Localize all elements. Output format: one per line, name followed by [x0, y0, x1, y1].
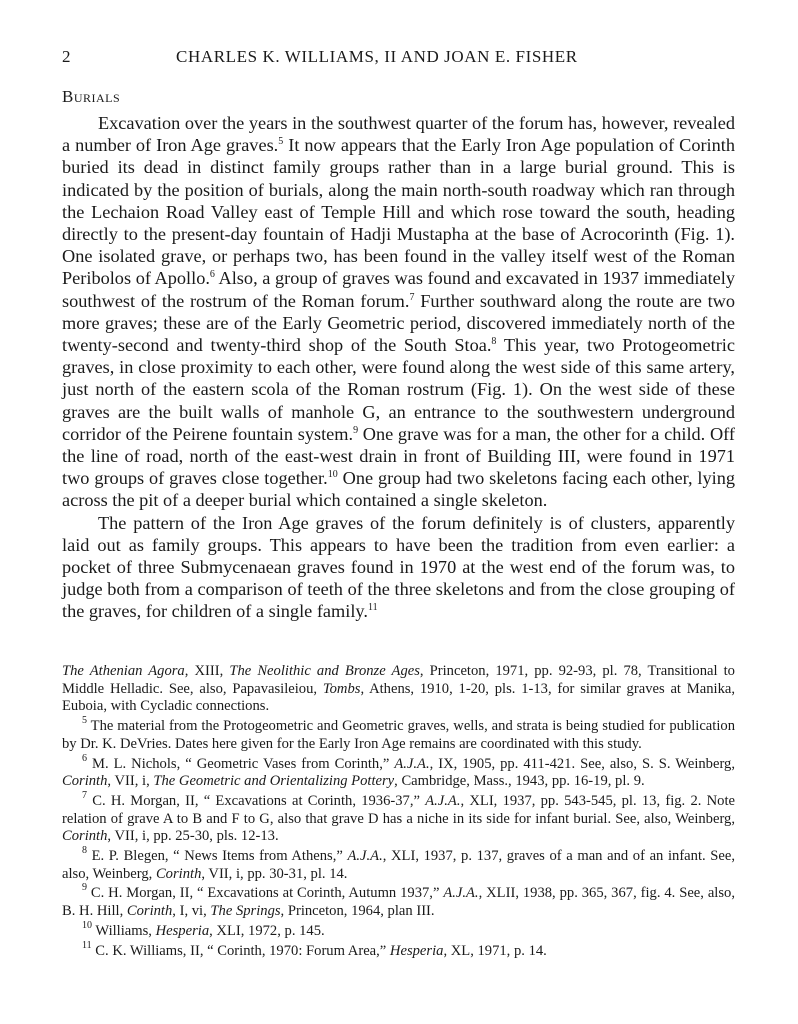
text-run: Also, a group of graves was found and excavated in 1937 immediately southwest of the rostrum of the Roman forum. [62, 268, 735, 311]
italic-title: A.J.A. [443, 885, 479, 902]
text-run: E. P. Blegen, “ News Items from Athens,” [87, 848, 348, 865]
footnote-number: 6 [82, 752, 87, 764]
footnote-9 [62, 882, 735, 920]
text-run: , Princeton, 1971, pp. 92-93, pl. 78, Transitional to Middle Helladic. See, also, Papavasileiou, [62, 663, 735, 697]
text-run: M. L. Nichols, “ Geometric Vases from Corinth,” [87, 755, 395, 772]
text-run: , XLI, 1937, p. 137, graves of a man and of an infant. See, also, Weinberg, [62, 848, 736, 882]
text-run: , XLI, 1972, p. 145. [209, 922, 325, 939]
text-run: C. K. Williams, II, “ Corinth, 1970: Forum Area,” [91, 942, 390, 959]
text-run: , XLII, 1938, pp. 365, 367, fig. 4. See, also, B. H. Hill, [62, 885, 735, 920]
italic-title: Corinth [62, 773, 108, 790]
page-number: 2 [62, 47, 72, 66]
body-text [62, 112, 735, 623]
footnote-ref: 6 [209, 269, 215, 281]
footnote-number: 5 [82, 715, 87, 727]
italic-title: A.J.A. [425, 792, 461, 809]
italic-title: The Geometric and Orientalizing Pottery [153, 773, 395, 790]
italic-title: Corinth [62, 828, 108, 845]
paragraph [62, 512, 735, 623]
text-run: , XL, 1971, p. 14. [443, 942, 547, 959]
text-run: , Athens, 1910, 1-20, pls. 1-13, for similar graves at Manika, Euboia, with Cycladic connections. [62, 680, 736, 715]
footnote-11 [62, 939, 735, 961]
text-run: , Cambridge, Mass., 1943, pp. 16-19, pl. 9. [394, 773, 645, 790]
italic-title: Corinth [126, 903, 173, 920]
footnote-ref: 5 [278, 136, 284, 148]
footnote-10 [62, 919, 735, 941]
italic-title: The Neolithic and Bronze Ages [229, 663, 420, 679]
text-run: Williams, [92, 922, 156, 939]
footnote-8 [62, 845, 736, 883]
footnote-number: 10 [82, 919, 92, 931]
italic-title: Hesperia [389, 942, 444, 959]
paragraph [62, 112, 735, 512]
text-run: , I, vi, [172, 903, 211, 920]
text-run: C. H. Morgan, II, “ Excavations at Corinth, Autumn 1937,” [87, 885, 444, 902]
italic-title: Tombs [322, 680, 361, 697]
footnote-5 [62, 715, 735, 753]
italic-title: A.J.A. [347, 848, 383, 865]
text-run: , IX, 1905, pp. 411-421. See, also, S. S. Weinberg, [429, 755, 735, 772]
footnote-ref: 7 [409, 291, 415, 303]
footnote-continued [62, 663, 735, 716]
footnote-number: 7 [82, 789, 87, 801]
footnotes [62, 663, 735, 962]
text-run: , Princeton, 1964, plan III. [280, 903, 435, 920]
text-run: , VII, i, pp. 25-30, pls. 12-13. [107, 828, 279, 845]
text-run: The material from the Protogeometric and Geometric graves, wells, and strata is being studied for publication by Dr. K. DeVries. Dates here given for the Early Iron Age remains are coordinated with this study. [62, 718, 735, 752]
text-run: , XIII, [184, 663, 230, 679]
text-run: This year, two Protogeometric graves, in close proximity to each other, were found along the west side of this same artery, just north of the eastern scola of the Roman rostrum (Fig. 1). On the west side of these graves are the built walls of manhole G, an entrance to the southwestern underground corridor of the Peirene fountain system. [62, 335, 735, 444]
footnote-number: 8 [82, 845, 87, 857]
text-run: , VII, i, pp. 30-31, pl. 14. [201, 865, 348, 882]
section-title: Burials [62, 87, 121, 106]
italic-title: Hesperia [155, 922, 210, 939]
text-run: , XLI, 1937, pp. 543-545, pl. 13, fig. 2. Note relation of grave A to B and F to G, also that grave D has a niche in its side for infant burial. See, also, Weinberg, [62, 792, 735, 827]
footnote-6 [62, 752, 735, 791]
text-run: , VII, i, [107, 773, 154, 790]
italic-title: A.J.A. [394, 755, 430, 772]
footnote-ref: 10 [327, 469, 338, 481]
text-run: It now appears that the Early Iron Age population of Corinth buried its dead in distinct family groups rather than in a large burial ground. This is indicated by the position of burials, along the main north-south roadway which ran through the Lechaion Road Valley east of Temple Hill and which rose toward the south, heading directly to the present-day fountain of Hadji Mustapha at the base of Acrocorinth (Fig. 1). One isolated grave, or perhaps two, has been found in the valley itself west of the Roman Peribolos of Apollo. [62, 135, 735, 289]
text-run: C. H. Morgan, II, “ Excavations at Corinth, 1936-37,” [87, 792, 426, 809]
italic-title: Corinth [155, 865, 202, 882]
running-title: CHARLES K. WILLIAMS, II AND JOAN E. FISHER [176, 47, 578, 66]
footnote-number: 9 [82, 882, 87, 894]
footnote-number: 11 [82, 939, 92, 951]
italic-title: The Athenian Agora [62, 663, 185, 679]
text-run: The pattern of the Iron Age graves of the forum definitely is of clusters, apparently laid out as family groups. This appears to have been the tradition from even earlier: a pocket of three Submycenaean graves found in 1970 at the west end of the forum was, to judge both from a comparison of teeth of the three skeletons and from the close grouping of the graves, for children of a single family. [62, 512, 735, 622]
footnote-ref: 9 [353, 424, 359, 436]
running-header [62, 47, 735, 69]
text-run: Excavation over the years in the southwest quarter of the forum has, however, revealed a number of Iron Age graves. [62, 113, 735, 156]
footnote-7 [62, 789, 735, 846]
footnote-ref: 8 [491, 336, 497, 348]
text-run: One grave was for a man, the other for a child. Off the line of road, north of the east-west drain in front of Building III, were found in 1971 two groups of graves close together. [62, 423, 735, 489]
footnote-ref: 11 [367, 602, 378, 614]
italic-title: The Springs [210, 903, 281, 920]
text-run: One group had two skeletons facing each other, lying across the pit of a deeper burial which contained a single skeleton. [62, 468, 736, 511]
text-run: Further southward along the route are two more graves; these are of the Early Geometric period, discovered immediately north of the twenty-second and twenty-third shop of the South Stoa. [62, 290, 736, 356]
